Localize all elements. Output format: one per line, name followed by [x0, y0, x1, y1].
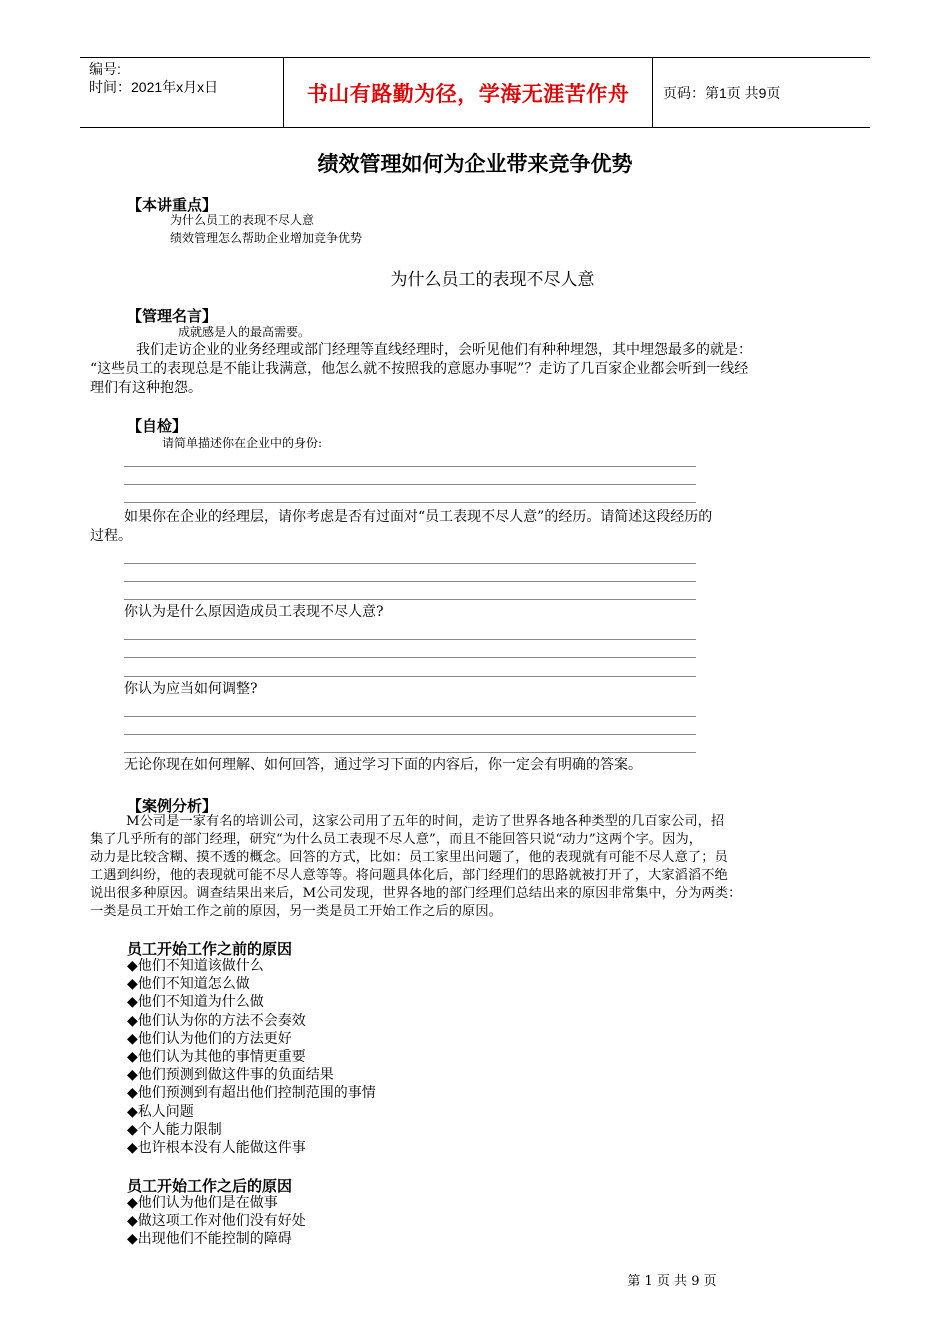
- answer-line: [124, 599, 696, 600]
- list-item: ◆个人能力限制: [127, 1121, 222, 1138]
- case-line: 说出很多种原因。调查结果出来后，M公司发现，世界各地的部门经理们总结出来的原因非常集中，分为两类：: [90, 886, 742, 901]
- answer-line: [124, 563, 696, 564]
- answer-line: [124, 466, 696, 467]
- answer-line: [124, 734, 696, 735]
- answer-line: [124, 657, 696, 658]
- number-label: 编号:: [89, 61, 121, 77]
- key-point-item: 为什么员工的表现不尽人意: [170, 213, 315, 227]
- answer-line: [124, 581, 696, 582]
- intro-paragraph-line: 理们有这种抱怨。: [90, 380, 202, 396]
- case-line: 集了几乎所有的部门经理，研究“为什么员工表现不尽人意”，而且不能回答只说“动力”这两个字。因为，: [90, 832, 703, 847]
- intro-paragraph-line: 我们走访企业的业务经理或部门经理等直线经理时，会听见他们有种种埋怨，其中埋怨最多的就是：: [136, 342, 752, 358]
- answer-line: [124, 676, 696, 677]
- answer-line: [124, 502, 696, 503]
- header-page-cell: [653, 58, 870, 127]
- key-points-heading: 【本讲重点】: [127, 197, 218, 214]
- case-line: 一类是员工开始工作之前的原因，另一类是员工开始工作之后的原因。: [90, 904, 502, 919]
- list-item: ◆做这项工作对他们没有好处: [127, 1213, 306, 1230]
- answer-line: [124, 484, 696, 485]
- before-work-heading: 员工开始工作之前的原因: [127, 941, 293, 958]
- answer-line: [124, 716, 696, 717]
- motto-quote: 成就感是人的最高需要。: [178, 325, 311, 339]
- case-line: 工遇到纠纷，他的表现就可能不尽人意等等。将问题具体化后，部门经理们的思路就被打开了，大家滔滔不绝: [90, 868, 728, 883]
- motto-heading: 【管理名言】: [127, 308, 218, 325]
- list-item: ◆他们认为他们是在做事: [127, 1195, 278, 1211]
- list-item: ◆他们预测到有超出他们控制范围的事情: [127, 1085, 376, 1102]
- page-footer: 第 1 页 共 9 页: [627, 1274, 717, 1289]
- list-item: ◆他们认为你的方法不会奏效: [127, 1012, 306, 1029]
- motto: 书山有路勤为径，学海无涯苦作舟: [306, 80, 630, 106]
- answer-line: [124, 752, 696, 753]
- self-check-prompt: 请简单描述你在企业中的身份:: [162, 436, 323, 450]
- list-item: ◆他们不知道为什么做: [127, 994, 264, 1011]
- header-table: [80, 57, 870, 128]
- list-item: ◆私人问题: [127, 1103, 194, 1120]
- question-2-line: 过程。: [90, 528, 132, 544]
- after-work-heading: 员工开始工作之后的原因: [127, 1178, 293, 1195]
- question-4: 你认为应当如何调整?: [124, 681, 258, 697]
- list-item: ◆他们认为其他的事情更重要: [127, 1049, 306, 1066]
- key-point-item: 绩效管理怎么帮助企业增加竞争优势: [170, 231, 363, 245]
- list-item: ◆他们认为他们的方法更好: [127, 1030, 292, 1047]
- intro-paragraph-line: “这些员工的表现总是不能让我满意，他怎么就不按照我的意愿办事呢”？走访了几百家企业都会听到一线经: [90, 361, 749, 377]
- before-work-list: [127, 957, 376, 1157]
- case-heading: 【案例分析】: [127, 798, 218, 815]
- page-title: 绩效管理如何为企业带来竞争优势: [317, 153, 633, 176]
- section-title: 为什么员工的表现不尽人意: [390, 270, 595, 289]
- header-page-info: 页码：第1页 共9页: [663, 84, 781, 101]
- list-item: ◆他们预测到做这件事的负面结果: [127, 1067, 334, 1084]
- question-2-line: 如果你在企业的经理层，请你考虑是否有过面对“员工表现不尽人意”的经历。请简述这段经历的: [124, 509, 713, 525]
- after-work-list: [127, 1194, 306, 1249]
- case-line: M公司是一家有名的培训公司，这家公司用了五年的时间，走访了世界各地各种类型的几百家公司，招: [126, 814, 725, 829]
- list-item: ◆他们不知道该做什么: [127, 958, 264, 974]
- list-item: ◆他们不知道怎么做: [127, 976, 250, 993]
- header-motto-cell: [284, 58, 653, 127]
- list-item: ◆出现他们不能控制的障碍: [127, 1231, 292, 1248]
- self-check-heading: 【自检】: [127, 418, 188, 435]
- self-check-closing: 无论你现在如何理解、如何回答，通过学习下面的内容后，你一定会有明确的答案。: [124, 757, 642, 773]
- list-item: ◆也许根本没有人能做这件事: [127, 1140, 306, 1157]
- question-3: 你认为是什么原因造成员工表现不尽人意?: [124, 604, 384, 620]
- time-label: 时间：2021年x月x日: [89, 79, 219, 95]
- case-line: 动力是比较含糊、摸不透的概念。回答的方式，比如：员工家里出问题了，他的表现就有可能不尽人意了；员: [90, 850, 728, 865]
- answer-line: [124, 639, 696, 640]
- header-meta: [80, 58, 284, 127]
